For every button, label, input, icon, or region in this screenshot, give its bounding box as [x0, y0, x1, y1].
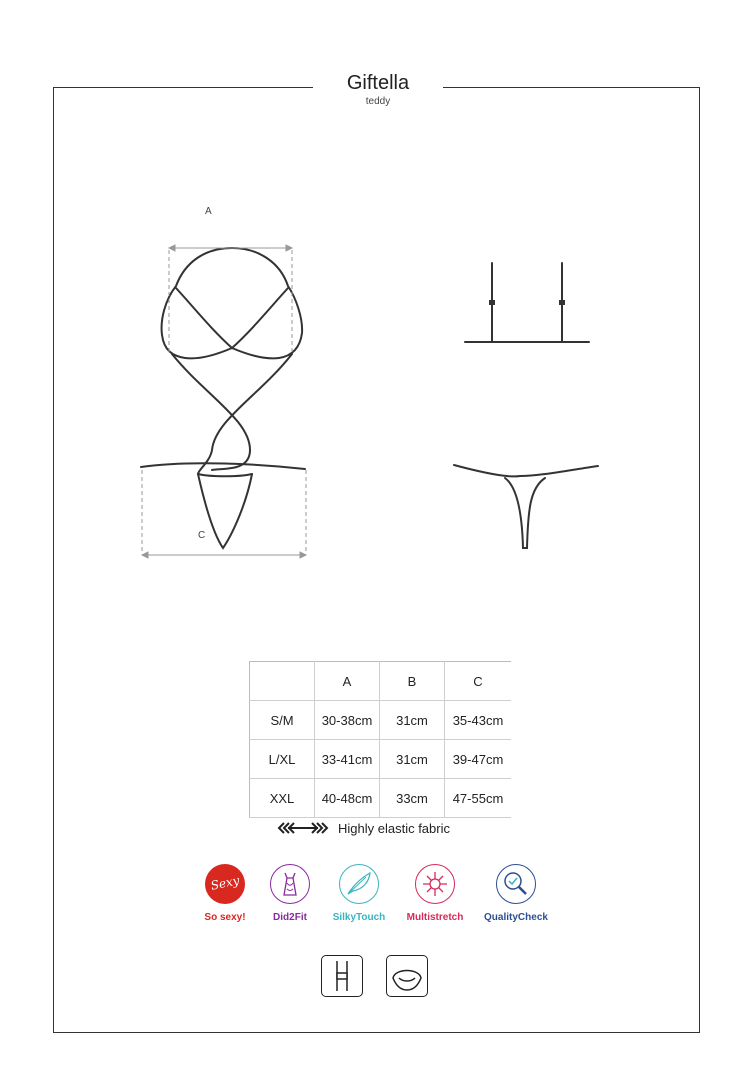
- value-cell: 39-47cm: [445, 740, 512, 779]
- badge-did2fit: [250, 864, 330, 923]
- size-cell: L/XL: [250, 740, 315, 779]
- adjustable-strap-icon: [321, 955, 363, 997]
- badge-multistretch: [395, 864, 475, 923]
- size-table: [249, 661, 511, 818]
- value-cell: 47-55cm: [445, 779, 512, 818]
- strap-sliders: [489, 300, 565, 305]
- table-header-cell: B: [380, 662, 445, 701]
- magnifier-check-icon: [496, 864, 536, 904]
- badge-label: Did2Fit: [273, 912, 307, 923]
- value-cell: 33-41cm: [315, 740, 380, 779]
- product-title: Giftella: [346, 72, 410, 94]
- badge-label: So sexy!: [204, 912, 246, 923]
- fabric-label: Highly elastic fabric: [338, 820, 450, 836]
- badge-silkytouch: [319, 864, 399, 923]
- teddy-front-drawing: [141, 248, 305, 548]
- badge-qualitycheck: [476, 864, 556, 923]
- size-cell: S/M: [250, 701, 315, 740]
- badge-label: SilkyTouch: [332, 912, 386, 923]
- table-header-cell: C: [445, 662, 512, 701]
- badge-label: QualityCheck: [484, 912, 548, 923]
- value-cell: 30-38cm: [315, 701, 380, 740]
- table-header-cell: [250, 662, 315, 701]
- sexy-icon: Sexy: [205, 864, 245, 904]
- bra-cup-icon: [386, 955, 428, 997]
- table-row: [250, 779, 512, 818]
- table-row: [250, 740, 512, 779]
- feature-badges: [198, 864, 558, 934]
- dimension-a-label: A: [205, 206, 212, 217]
- size-cell: XXL: [250, 779, 315, 818]
- value-cell: 33cm: [380, 779, 445, 818]
- product-subtitle: teddy: [365, 96, 391, 107]
- table-header-cell: A: [315, 662, 380, 701]
- value-cell: 40-48cm: [315, 779, 380, 818]
- badge-label: Multistretch: [406, 912, 464, 923]
- teddy-back-drawing: [454, 263, 598, 548]
- value-cell: 31cm: [380, 740, 445, 779]
- dimension-a: [169, 245, 292, 352]
- value-cell: 31cm: [380, 701, 445, 740]
- stretch-icon: [415, 864, 455, 904]
- table-header-row: [250, 662, 512, 701]
- table-row: [250, 701, 512, 740]
- feather-icon: [339, 864, 379, 904]
- fabric-note: [276, 818, 450, 838]
- value-cell: 35-43cm: [445, 701, 512, 740]
- dress-icon: [270, 864, 310, 904]
- dimension-c-label: C: [198, 530, 206, 541]
- double-arrow-icon: [276, 821, 330, 835]
